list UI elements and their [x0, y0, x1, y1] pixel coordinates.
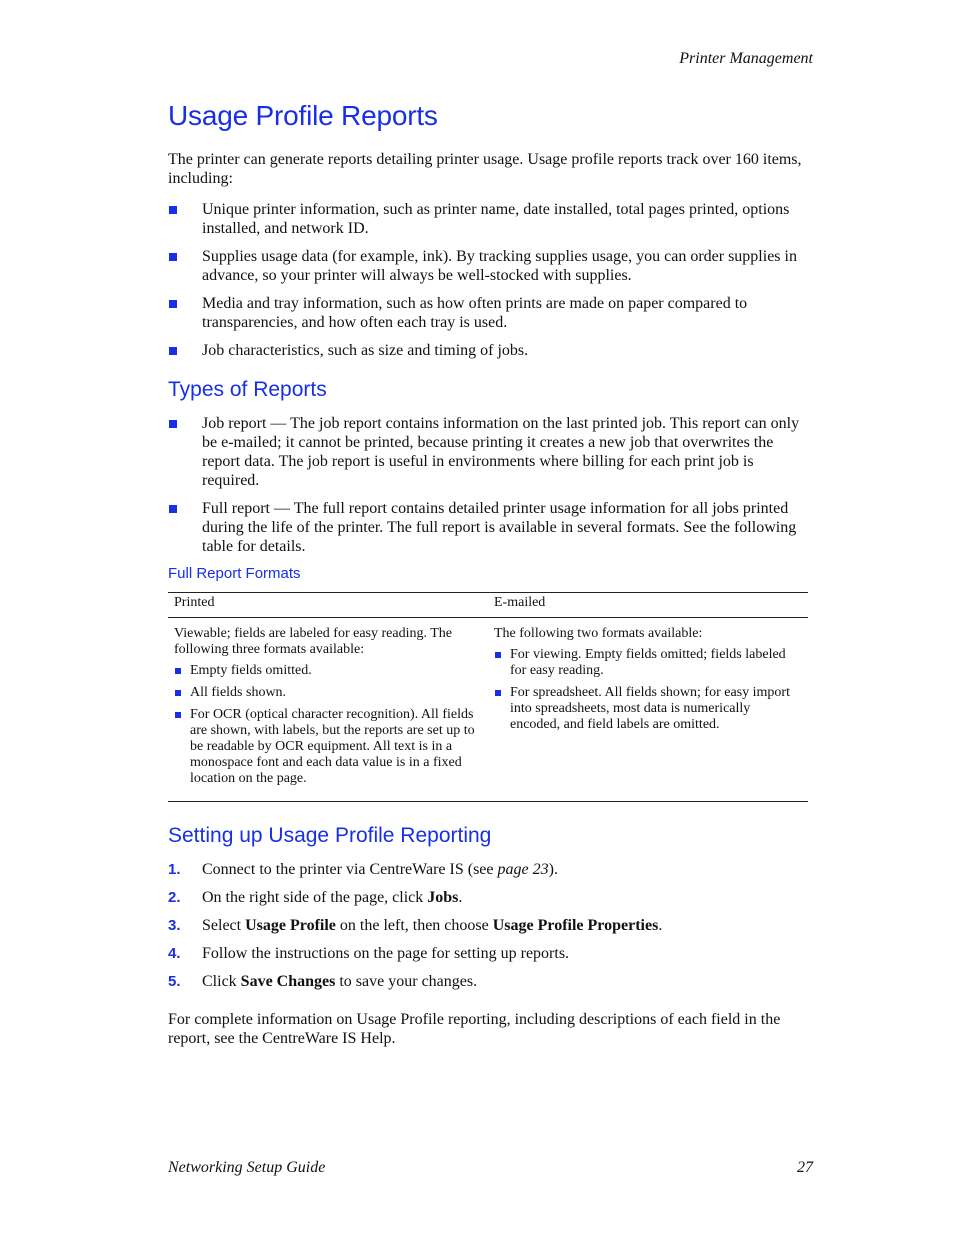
running-head: Printer Management: [679, 50, 813, 67]
list-item: Media and tray information, such as how often prints are made on paper compared to transparencies, and how often each tray is used.: [168, 294, 810, 332]
step-item: 5. Click Save Changes to save your changes.: [168, 973, 478, 990]
bullet-square-icon: [175, 668, 181, 674]
step-number: 3.: [168, 917, 181, 934]
page-number: 27: [797, 1159, 813, 1176]
bullet-square-icon: [169, 300, 177, 308]
setup-steps-list: [168, 860, 810, 991]
list-item: Supplies usage data (for example, ink). By tracking supplies usage, you can order supplies in advance, so your printer will always be well-stocked with supplies.: [168, 247, 810, 285]
formats-heading: Full Report Formats: [168, 565, 301, 582]
emailed-cell: [488, 618, 808, 802]
list-item: Job characteristics, such as size and timing of jobs.: [168, 341, 810, 360]
list-item: For OCR (optical character recognition). All fields are shown, with labels, but the reports are set up to be readable by OCR equipment. All text is in a monospace font and each data value is in a fixed location on the page.: [174, 707, 482, 787]
bullet-square-icon: [169, 253, 177, 261]
step-item: 3. Select Usage Profile on the left, then choose Usage Profile Properties.: [168, 917, 663, 934]
formats-table: [168, 592, 808, 802]
bullet-square-icon: [169, 206, 177, 214]
emailed-intro: The following two formats available:: [494, 626, 703, 641]
main-content: [168, 100, 810, 1048]
list-item: For viewing. Empty fields omitted; fields labeled for easy reading.: [494, 647, 802, 679]
printed-formats-list: [174, 663, 482, 787]
list-item: Unique printer information, such as printer name, date installed, total pages printed, options installed, and network ID.: [168, 200, 810, 238]
footer-guide-title: Networking Setup Guide: [168, 1159, 326, 1176]
list-item: Empty fields omitted.: [174, 663, 482, 679]
page-title: Usage Profile Reports: [168, 100, 438, 131]
bullet-square-icon: [495, 690, 501, 696]
bullet-square-icon: [175, 690, 181, 696]
tracked-items-list: [168, 200, 810, 360]
step-item: 2. On the right side of the page, click Jobs.: [168, 889, 463, 906]
printed-cell: [168, 618, 488, 802]
list-item: All fields shown.: [174, 685, 482, 701]
step-number: 4.: [168, 945, 181, 962]
step-number: 5.: [168, 973, 181, 990]
page-reference-link[interactable]: page 23: [497, 861, 549, 878]
step-number: 2.: [168, 889, 181, 906]
report-types-list: [168, 414, 810, 556]
column-header-emailed: E-mailed: [488, 593, 808, 618]
step-item: 4. Follow the instructions on the page for setting up reports.: [168, 945, 570, 962]
table-row: [168, 618, 808, 802]
step-item: 1. Connect to the printer via CentreWare IS (see page 23).: [168, 861, 558, 878]
closing-paragraph: For complete information on Usage Profile reporting, including descriptions of each field in the report, see the CentreWare IS Help.: [168, 1011, 781, 1047]
bullet-square-icon: [495, 652, 501, 658]
printed-intro: Viewable; fields are labeled for easy reading. The following three formats available:: [174, 626, 452, 657]
bullet-square-icon: [175, 712, 181, 718]
bullet-square-icon: [169, 505, 177, 513]
bullet-square-icon: [169, 420, 177, 428]
list-item: Full report — The full report contains detailed printer usage information for all jobs printed during the life of the printer. The full report is available in several formats. See the following table for details.: [168, 499, 810, 556]
list-item: For spreadsheet. All fields shown; for easy import into spreadsheets, most data is numerically encoded, and field labels are omitted.: [494, 685, 802, 733]
step-number: 1.: [168, 861, 181, 878]
column-header-printed: Printed: [168, 593, 488, 618]
intro-paragraph: The printer can generate reports detailing printer usage. Usage profile reports track over 160 items, including:: [168, 151, 802, 187]
bullet-square-icon: [169, 347, 177, 355]
list-item: Job report — The job report contains information on the last printed job. This report can only be e-mailed; it cannot be printed, because printing it creates a new job that overwrites the report data. The job report is useful in environments where billing for each print job is required.: [168, 414, 810, 490]
setup-heading: Setting up Usage Profile Reporting: [168, 824, 492, 847]
emailed-formats-list: [494, 647, 802, 733]
types-heading: Types of Reports: [168, 378, 327, 401]
